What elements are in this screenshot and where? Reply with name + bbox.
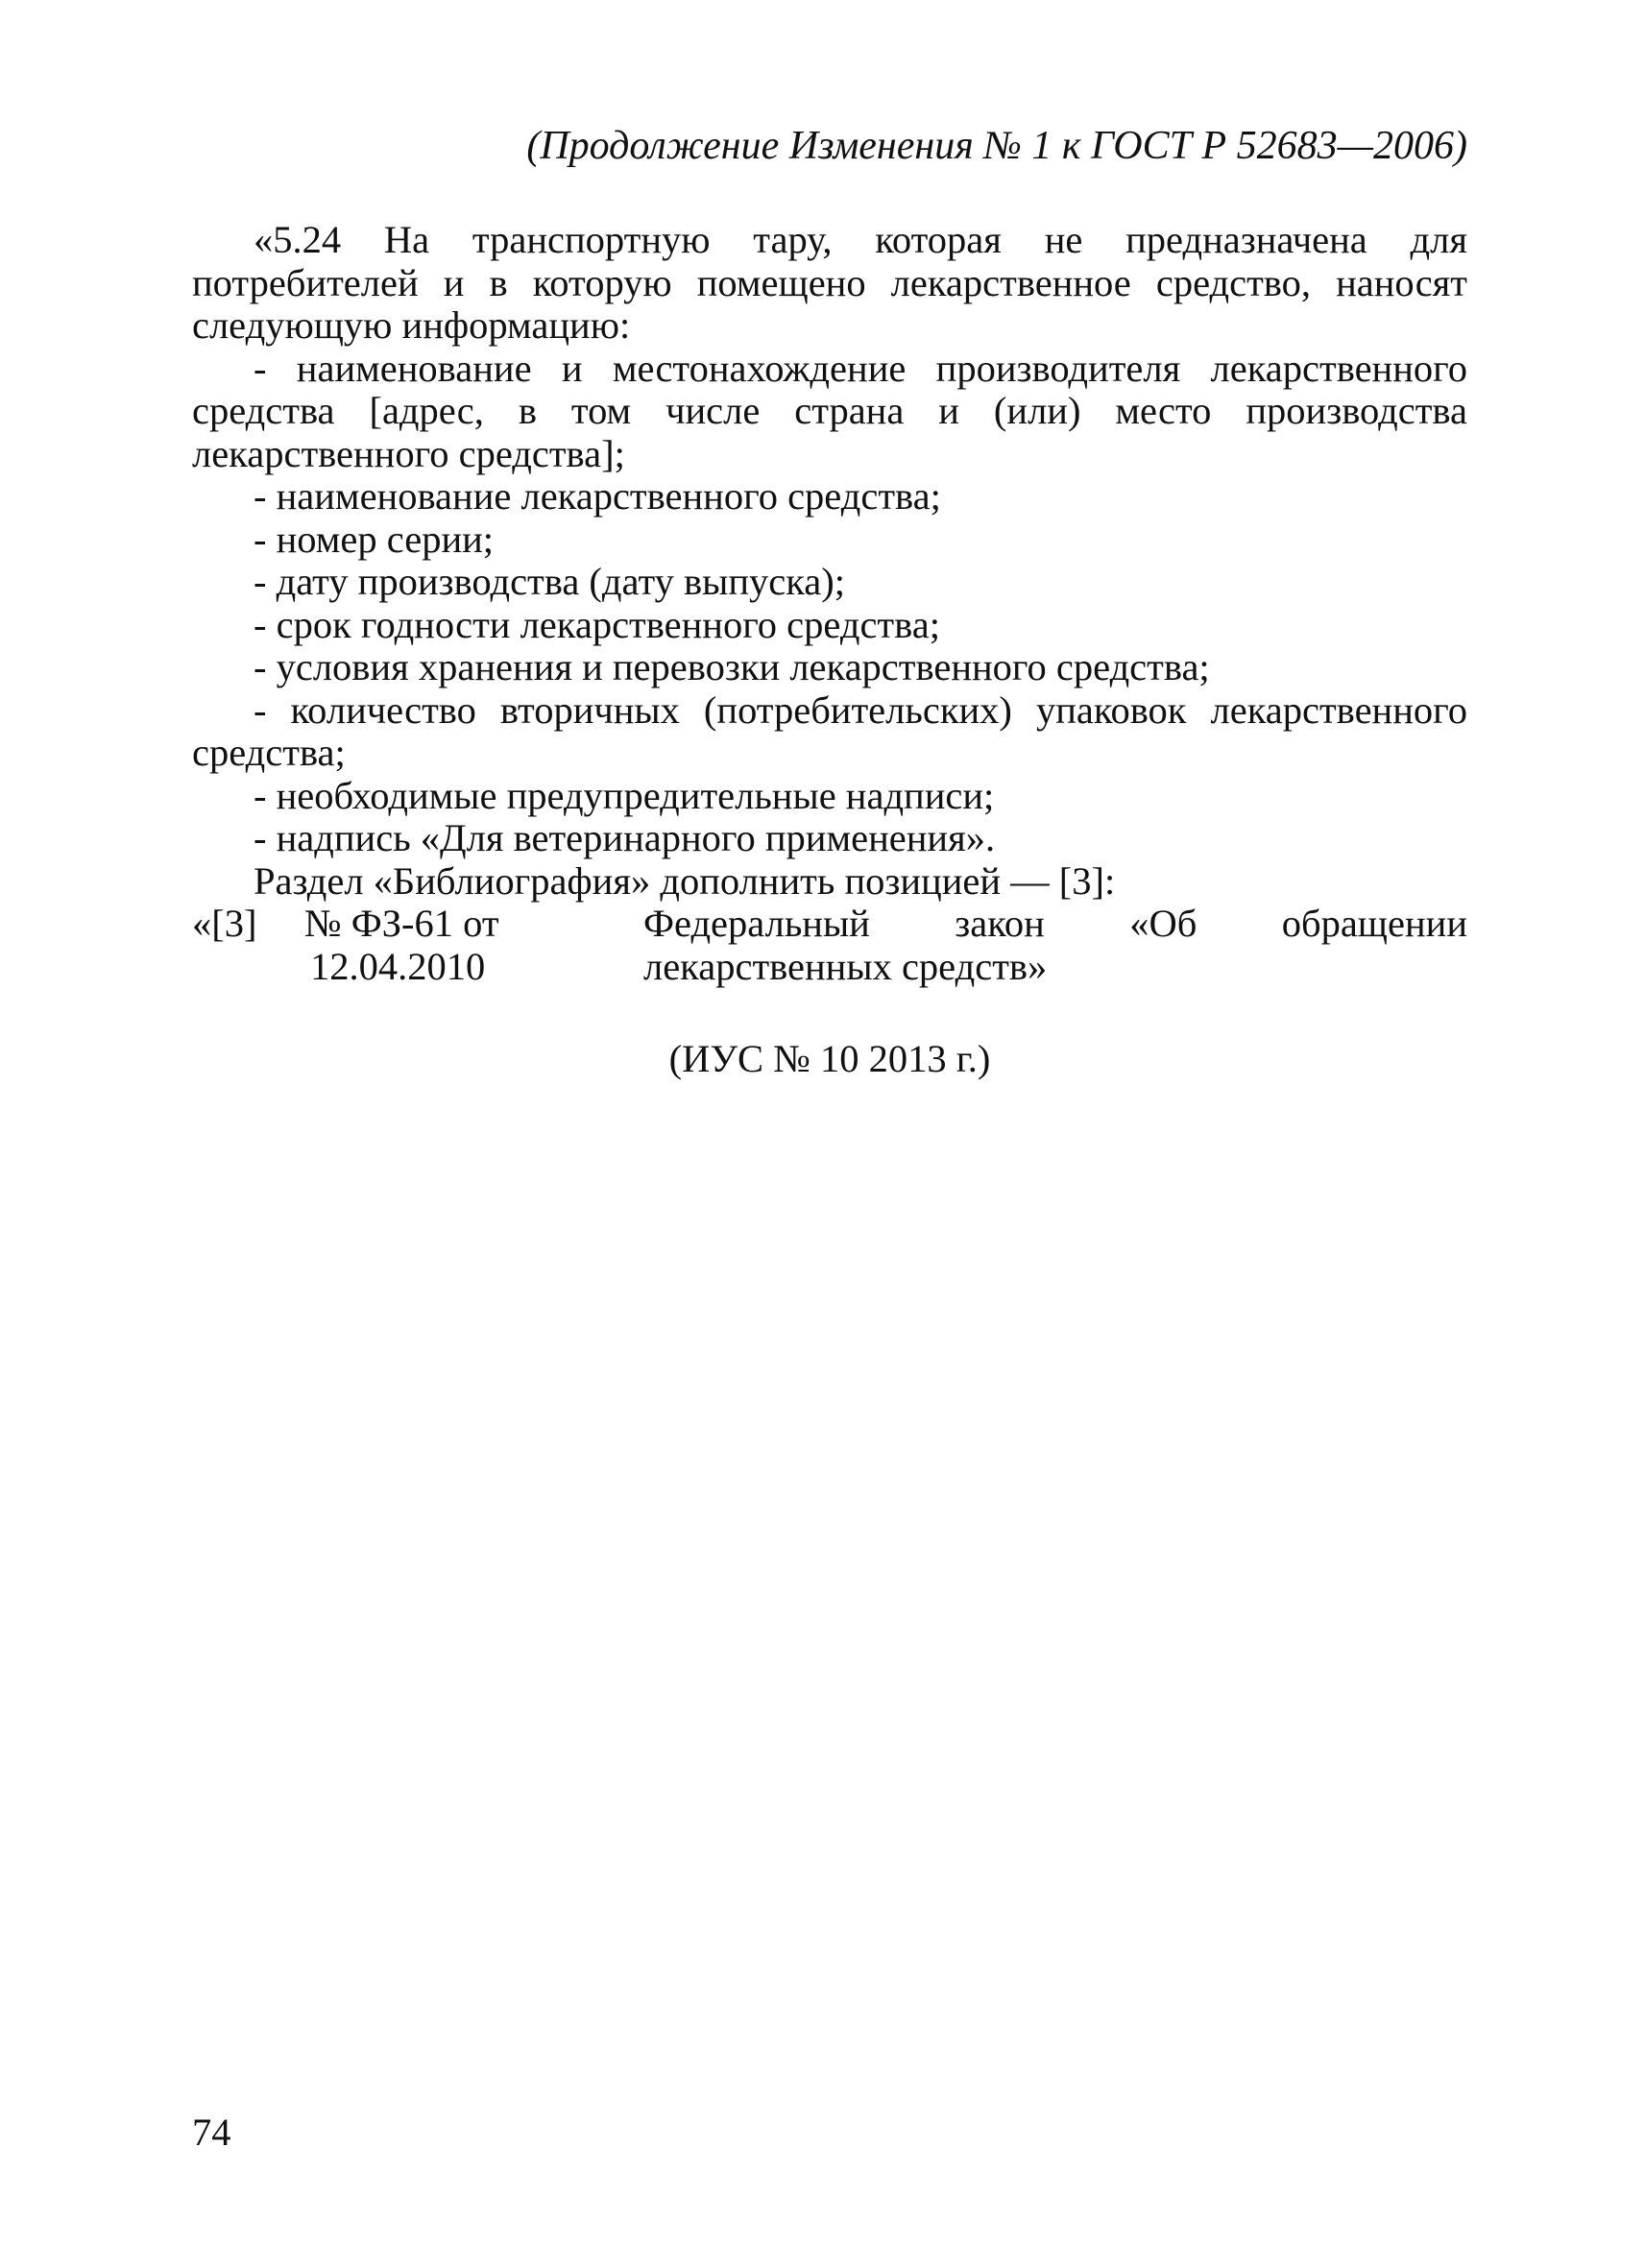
document-body (192, 219, 1467, 989)
bibliography-doc-number: № ФЗ-61 от (304, 902, 499, 945)
intro-paragraph: «5.24 На транспортную тару, которая не предназначена для потребителей и в которую помещено лекарственное средство, наносят следующую информацию: (192, 218, 1467, 347)
page-number: 74 (192, 2111, 231, 2154)
bibliography-text: Федеральный закон «Об обращении лекарственных средств» (643, 902, 1467, 988)
list-item: - дату производства (дату выпуска); (254, 560, 846, 603)
bibliography-number: «[3] (192, 902, 257, 945)
list-item: - срок годности лекарственного средства; (254, 602, 940, 646)
continuation-header: (Продолжение Изменения № 1 к ГОСТ Р 52683—2006) (526, 124, 1467, 168)
bibliography-doc-date: 12.04.2010 (310, 944, 486, 988)
list-item: - надпись «Для ветеринарного применения». (254, 816, 996, 859)
list-item: - наименование лекарственного средства; (254, 474, 941, 518)
bibliography-doc-id (304, 903, 535, 988)
bibliography-entry (192, 903, 1467, 989)
bibliography-note: Раздел «Библиография» дополнить позицией — [3]: (254, 858, 1116, 903)
list-item: - необходимые предупредительные надписи; (254, 773, 995, 817)
list-item: - наименование и местонахождение производителя лекарственного средства [адрес, в том числе страна и (или) место производства лекарственного средства]; (192, 346, 1467, 475)
list-item: - количество вторичных (потребительских) упаковок лекарственного средства; (192, 688, 1467, 774)
list-item: - номер серии; (254, 517, 495, 561)
ius-reference: (ИУС № 10 2013 г.) (668, 1037, 991, 1080)
list-item: - условия хранения и перевозки лекарственного средства; (254, 645, 1210, 688)
